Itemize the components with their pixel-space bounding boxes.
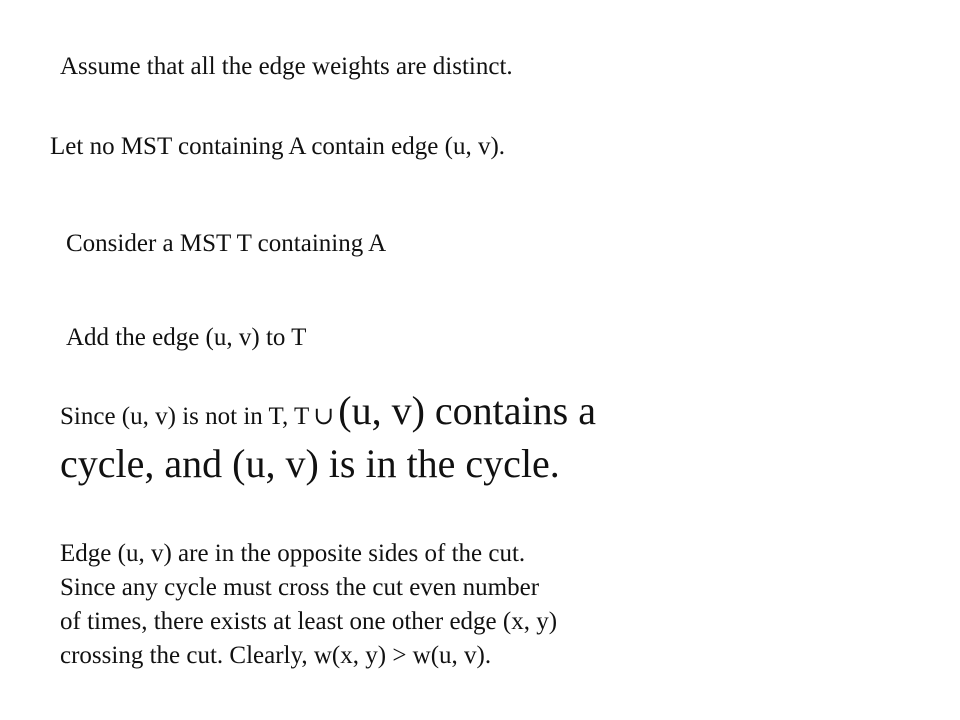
assumption-text: Assume that all the edge weights are distinct. <box>60 53 513 80</box>
cut-argument-paragraph <box>60 537 557 673</box>
cycle-statement-continuation: cycle, and (u, v) is in the cycle. <box>60 441 560 486</box>
consider-mst-text: Consider a MST T containing A <box>66 230 387 257</box>
cycle-statement-prefix: Since (u, v) is not in T, T <box>60 403 310 430</box>
paragraph-line: crossing the cut. Clearly, w(x, y) > w(u, v). <box>60 642 492 669</box>
cycle-statement-suffix: (u, v) contains a <box>338 388 596 433</box>
contradiction-hypothesis-text: Let no MST containing A contain edge (u, v). <box>50 133 506 160</box>
paragraph-line: of times, there exists at least one other edge (x, y) <box>60 608 558 635</box>
add-edge-text: Add the edge (u, v) to T <box>66 324 307 351</box>
cycle-statement-line <box>60 388 596 433</box>
paragraph-line: Edge (u, v) are in the opposite sides of the cut. <box>60 540 526 567</box>
paragraph-line: Since any cycle must cross the cut even number <box>60 574 540 601</box>
union-symbol: ∪ <box>313 403 335 430</box>
